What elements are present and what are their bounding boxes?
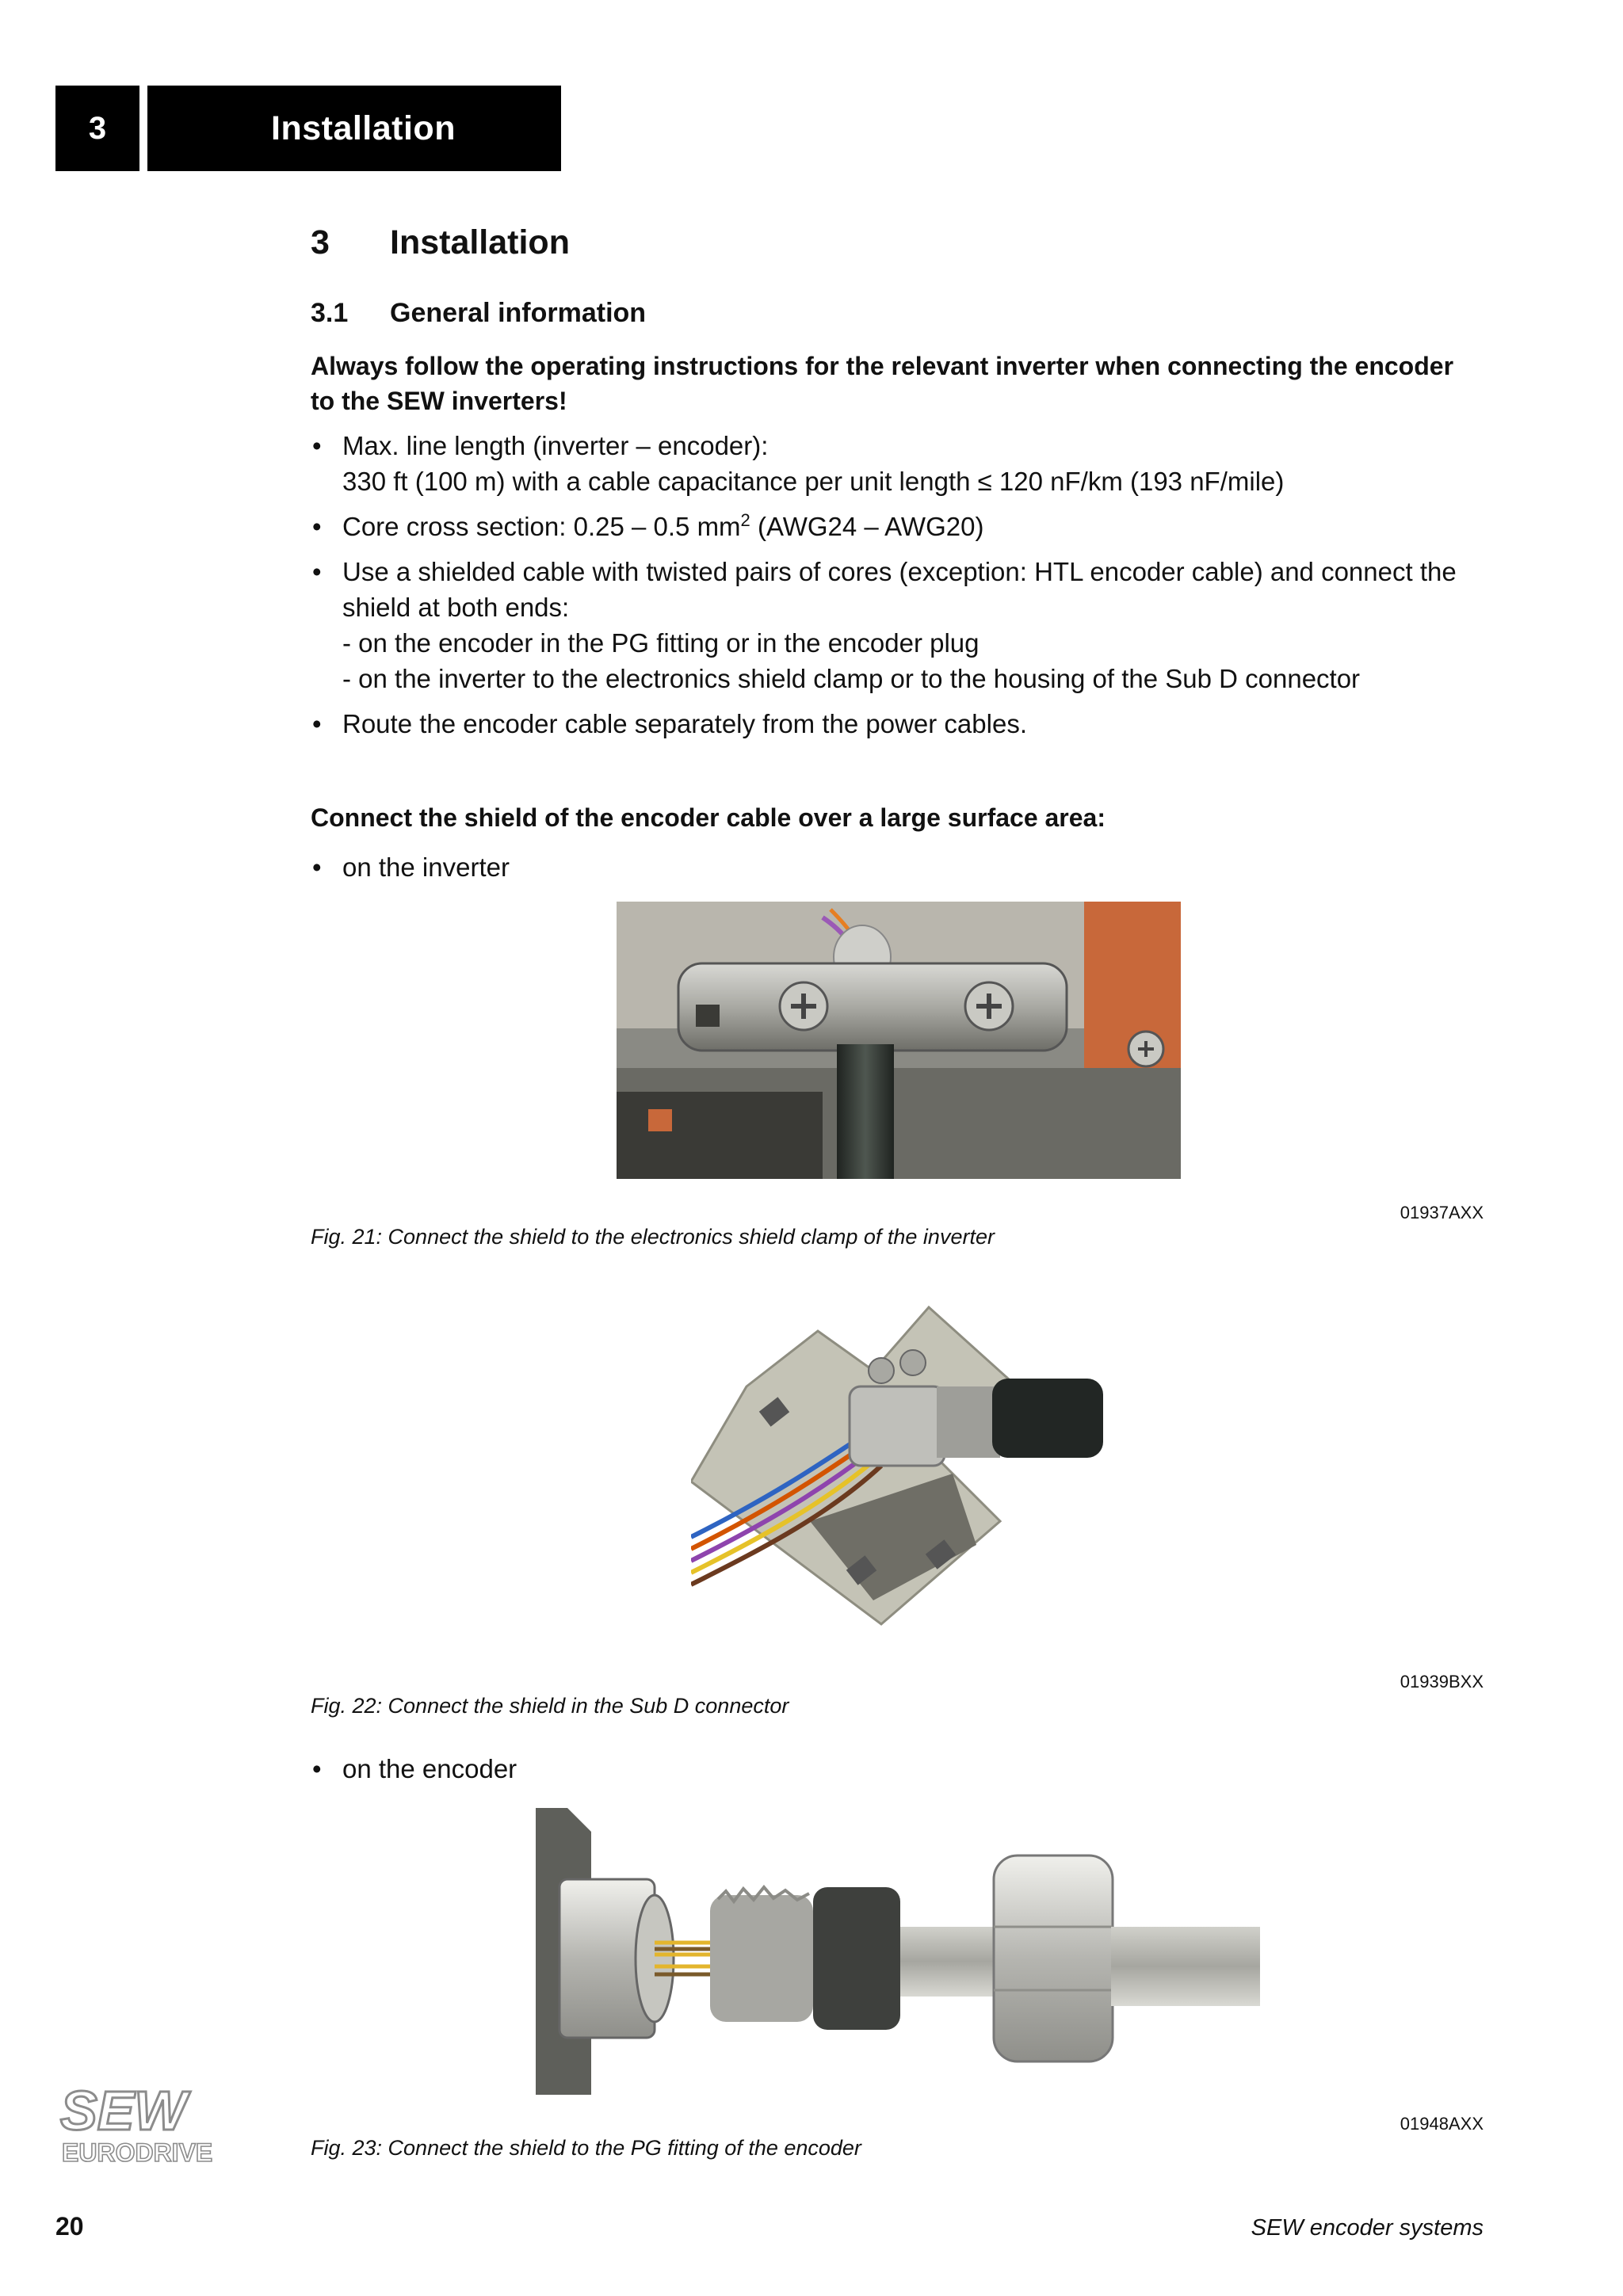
bullet-icon: •	[312, 709, 322, 738]
bullet-icon: •	[312, 852, 322, 882]
encoder-list	[311, 1751, 1484, 1796]
bullet-icon: •	[312, 557, 322, 586]
figure-caption: Fig. 22: Connect the shield in the Sub D connector	[311, 1694, 789, 1718]
logo-text-bottom: EURODRIVE	[62, 2138, 213, 2167]
bullet-icon: •	[312, 1754, 322, 1783]
list-item-text: Route the encoder cable separately from the power cables.	[342, 709, 1027, 738]
list-item-text: Use a shielded cable with twisted pairs of cores (exception: HTL encoder cable) and connect the shield at both ends:	[342, 557, 1457, 622]
footer-title: SEW encoder systems	[1251, 2215, 1484, 2241]
figure-21-photo	[617, 902, 1181, 1179]
figure-caption: Fig. 23: Connect the shield to the PG fitting of the encoder	[311, 2136, 861, 2160]
list-item	[311, 849, 1484, 885]
section-number: 3	[311, 223, 330, 261]
list-item-text: - on the encoder in the PG fitting or in the encoder plug	[342, 628, 980, 658]
subsection-heading	[311, 298, 1484, 329]
subsection-number: 3.1	[311, 298, 349, 328]
header-chapter-title: Installation	[147, 86, 561, 171]
requirements-list	[311, 428, 1484, 751]
list-item	[311, 1751, 1484, 1787]
list-item-text: on the inverter	[342, 852, 510, 882]
list-item-text: 330 ft (100 m) with a cable capacitance per unit length ≤ 120 nF/km (193 nF/mile)	[342, 467, 1285, 496]
section-heading	[311, 223, 1484, 262]
page-number: 20	[55, 2212, 84, 2241]
subsection-title: General information	[390, 298, 647, 328]
figure-23-photo	[536, 1808, 1260, 2095]
section-title: Installation	[390, 223, 570, 261]
figure-caption: Fig. 21: Connect the shield to the electronics shield clamp of the inverter	[311, 1225, 995, 1249]
list-item	[311, 554, 1484, 696]
list-item-text: Core cross section: 0.25 – 0.5 mm	[342, 512, 741, 541]
intro-warning: Always follow the operating instructions for the relevant inverter when connecting the encoder to the SEW inverters!	[311, 352, 1454, 415]
figure-22-photo	[691, 1283, 1119, 1632]
inverter-list	[311, 849, 1484, 894]
header-chapter-number: 3	[55, 86, 139, 171]
list-item-text: on the encoder	[342, 1754, 517, 1783]
figure-code: 01939BXX	[1400, 1672, 1484, 1691]
figure-code: 01948AXX	[1400, 2114, 1484, 2134]
list-item-text: (AWG24 – AWG20)	[750, 512, 984, 541]
list-item	[311, 428, 1484, 499]
list-item-text: Max. line length (inverter – encoder):	[342, 431, 769, 460]
sew-eurodrive-logo	[57, 2082, 255, 2169]
shield-instruction: Connect the shield of the encoder cable over a large surface area:	[311, 803, 1106, 832]
bullet-icon: •	[312, 512, 322, 541]
superscript: 2	[740, 510, 750, 530]
logo-text-top: SEW	[60, 2082, 187, 2142]
list-item	[311, 706, 1484, 742]
list-item-text: - on the inverter to the electronics shield clamp or to the housing of the Sub D connector	[342, 664, 1361, 693]
list-item	[311, 509, 1484, 544]
bullet-icon: •	[312, 431, 322, 460]
figure-code: 01937AXX	[1400, 1203, 1484, 1222]
